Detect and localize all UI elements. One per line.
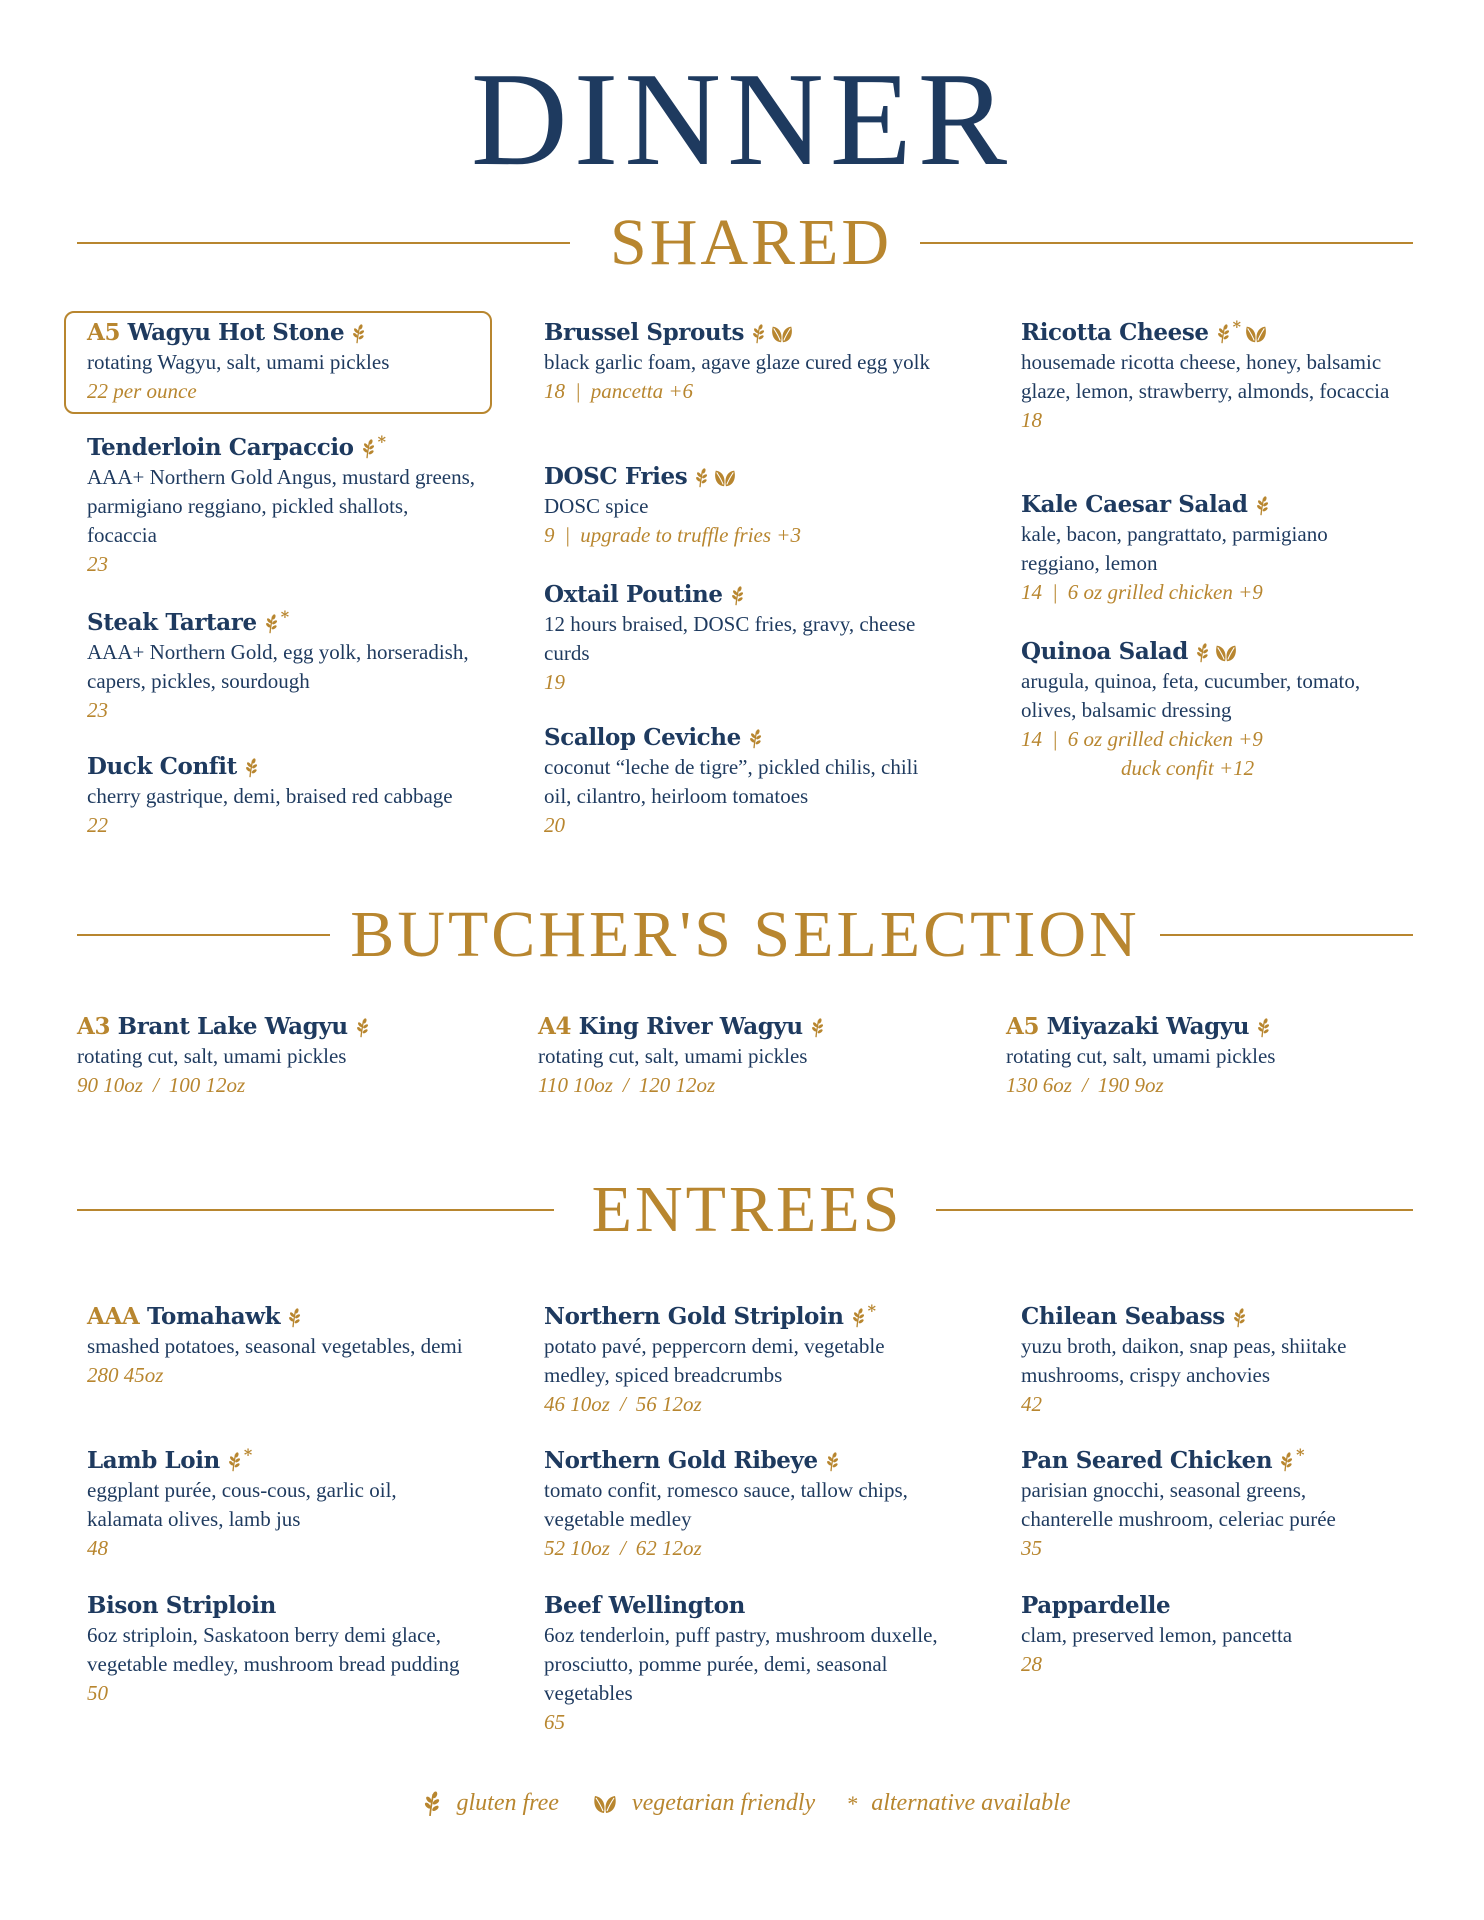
item-price-line	[544, 521, 944, 550]
wheat-icon	[821, 1452, 841, 1472]
wheat-icon	[747, 324, 767, 344]
wheat-icon	[1212, 324, 1232, 344]
wheat-icon	[690, 468, 710, 488]
asterisk-icon: *	[1296, 1445, 1305, 1464]
item-description: potato pavé, peppercorn demi, vegetable medley, spiced breadcrumbs	[544, 1334, 885, 1387]
item-name	[1021, 1446, 1393, 1476]
leaf-icon	[1214, 641, 1238, 665]
item-grade: A5	[87, 319, 121, 346]
item-name	[538, 1012, 938, 1042]
item-price: 9	[544, 523, 555, 547]
item-price: 14	[1021, 727, 1042, 751]
item-name	[544, 1446, 944, 1476]
price-separator: /	[619, 1392, 626, 1416]
wheat-icon	[417, 1791, 443, 1817]
item-price: 19	[544, 670, 565, 694]
item-addon-line	[1021, 754, 1393, 783]
wheat-icon	[806, 1018, 826, 1038]
item-price: 48	[87, 1536, 108, 1560]
price-separator: |	[1052, 727, 1058, 751]
item-price-line	[1021, 1390, 1393, 1419]
item-price-line	[87, 1534, 477, 1563]
item-title: Northern Gold Ribeye	[544, 1447, 818, 1474]
item-description: eggplant purée, cous-cous, garlic oil, kalamata olives, lamb jus	[87, 1478, 397, 1531]
item-price-line	[1021, 578, 1393, 607]
item-name	[1021, 490, 1393, 520]
section-title: ENTREES	[591, 1173, 903, 1246]
menu-item	[1021, 637, 1393, 783]
item-name	[87, 752, 477, 782]
menu-title: DINNER	[470, 45, 1014, 193]
item-title: Bison Striploin	[87, 1592, 276, 1619]
item-description: parisian gnocchi, seasonal greens, chanterelle mushroom, celeriac purée	[1021, 1478, 1336, 1531]
item-price-line	[77, 1071, 477, 1100]
asterisk-icon: *	[867, 1301, 876, 1320]
item-title: Scallop Ceviche	[544, 724, 741, 751]
item-price-line	[544, 377, 944, 406]
item-description: housemade ricotta cheese, honey, balsamic glaze, lemon, strawberry, almonds, focaccia	[1021, 350, 1390, 403]
legend-gluten-free	[414, 1790, 559, 1817]
menu-item	[87, 1446, 477, 1563]
section-header-shared	[77, 203, 1413, 283]
item-price: 18	[544, 379, 565, 403]
item-title: Tenderloin Carpaccio	[87, 434, 354, 461]
asterisk-icon: *	[1232, 317, 1241, 336]
menu-item	[1021, 490, 1393, 607]
asterisk-icon: *	[243, 1445, 252, 1464]
item-name	[77, 1012, 477, 1042]
item-title: Quinoa Salad	[1021, 638, 1188, 665]
item-price-alt: 120 12oz	[638, 1073, 716, 1097]
item-grade: A4	[538, 1013, 572, 1040]
item-name	[87, 318, 477, 348]
item-description: rotating cut, salt, umami pickles	[538, 1044, 808, 1068]
item-title: King River Wagyu	[578, 1013, 803, 1040]
legend-label: vegetarian friendly	[631, 1790, 816, 1816]
menu-item	[544, 723, 944, 840]
divider	[77, 1209, 554, 1211]
menu-item	[538, 1012, 938, 1100]
item-description: 6oz tenderloin, puff pastry, mushroom duxelle, prosciutto, pomme purée, demi, seasonal vegetables	[544, 1623, 938, 1705]
item-price-line	[544, 1390, 944, 1419]
item-title: Pan Seared Chicken	[1021, 1447, 1273, 1474]
item-price: 46 10oz	[544, 1392, 610, 1416]
legend-label: gluten free	[456, 1790, 559, 1816]
divider	[936, 1209, 1413, 1211]
item-price-line	[1021, 1534, 1393, 1563]
item-description: 12 hours braised, DOSC fries, gravy, cheese curds	[544, 612, 916, 665]
item-name	[544, 462, 944, 492]
wheat-icon	[1251, 496, 1271, 516]
item-price-line	[1021, 725, 1393, 754]
item-grade: A5	[1006, 1013, 1040, 1040]
item-addon: upgrade to truffle fries +3	[580, 523, 801, 547]
item-price: 22 per ounce	[87, 379, 197, 403]
item-description: AAA+ Northern Gold, egg yolk, horseradish, capers, pickles, sourdough	[87, 640, 469, 693]
wheat-icon	[1191, 643, 1211, 663]
item-title: DOSC Fries	[544, 463, 688, 490]
item-description: arugula, quinoa, feta, cucumber, tomato, olives, balsamic dressing	[1021, 669, 1361, 722]
item-price-line	[544, 1708, 944, 1737]
item-addon: pancetta +6	[590, 379, 694, 403]
item-title: Beef Wellington	[544, 1592, 745, 1619]
section-title: SHARED	[609, 206, 893, 279]
item-description: tomato confit, romesco sauce, tallow chips, vegetable medley	[544, 1478, 908, 1531]
item-description: AAA+ Northern Gold Angus, mustard greens, parmigiano reggiano, pickled shallots, focaccia	[87, 465, 476, 547]
section-header-entrees	[77, 1170, 1413, 1250]
item-price: 18	[1021, 408, 1042, 432]
item-price-line	[1021, 1650, 1393, 1679]
item-title: Lamb Loin	[87, 1447, 220, 1474]
item-title: Northern Gold Striploin	[544, 1303, 844, 1330]
menu-item	[1021, 1302, 1393, 1419]
item-name	[1021, 637, 1393, 667]
item-price-line	[1021, 406, 1393, 435]
item-name	[1021, 1591, 1393, 1621]
item-addon: 6 oz grilled chicken +9	[1067, 727, 1263, 751]
wheat-icon	[1252, 1018, 1272, 1038]
item-name	[87, 1446, 477, 1476]
item-price: 52 10oz	[544, 1536, 610, 1560]
wheat-icon	[847, 1308, 867, 1328]
menu-item	[87, 433, 477, 579]
legend	[0, 1790, 1484, 1817]
leaf-icon	[592, 1791, 618, 1817]
menu-item	[544, 318, 944, 406]
item-title: Brant Lake Wagyu	[117, 1013, 348, 1040]
menu-item	[1006, 1012, 1406, 1100]
item-price: 35	[1021, 1536, 1042, 1560]
item-grade: AAA	[87, 1303, 140, 1330]
item-price-line	[538, 1071, 938, 1100]
item-name	[544, 580, 944, 610]
menu-item	[544, 1302, 944, 1419]
wheat-icon	[347, 324, 367, 344]
item-description: cherry gastrique, demi, braised red cabbage	[87, 784, 453, 808]
item-price-line	[87, 696, 477, 725]
item-name	[544, 723, 944, 753]
price-separator: |	[1052, 580, 1058, 604]
item-name	[87, 608, 477, 638]
item-price-alt: 190 9oz	[1097, 1073, 1164, 1097]
item-addon: 6 oz grilled chicken +9	[1067, 580, 1263, 604]
item-price: 110 10oz	[538, 1073, 613, 1097]
item-title: Miyazaki Wagyu	[1046, 1013, 1250, 1040]
item-price-line	[87, 811, 477, 840]
divider	[77, 242, 570, 244]
asterisk-icon: *	[377, 432, 386, 451]
wheat-icon	[240, 758, 260, 778]
item-price: 42	[1021, 1392, 1042, 1416]
item-title: Brussel Sprouts	[544, 319, 745, 346]
item-name	[87, 433, 477, 463]
item-title: Wagyu Hot Stone	[127, 319, 345, 346]
wheat-icon	[1275, 1452, 1295, 1472]
menu-item	[77, 1012, 477, 1100]
wheat-icon	[223, 1452, 243, 1472]
legend-alternative	[845, 1790, 1070, 1817]
item-title: Steak Tartare	[87, 609, 257, 636]
item-name	[87, 1591, 477, 1621]
section-title: BUTCHER'S SELECTION	[350, 898, 1140, 971]
price-separator: /	[152, 1073, 159, 1097]
item-description: kale, bacon, pangrattato, parmigiano reggiano, lemon	[1021, 522, 1328, 575]
item-name	[544, 1302, 944, 1332]
item-price: 90 10oz	[77, 1073, 143, 1097]
divider	[77, 934, 330, 936]
leaf-icon	[713, 466, 737, 490]
item-price: 65	[544, 1710, 565, 1734]
item-price: 130 6oz	[1006, 1073, 1072, 1097]
item-price-line	[544, 811, 944, 840]
item-price: 28	[1021, 1652, 1042, 1676]
menu-item	[1021, 1591, 1393, 1679]
item-title: Oxtail Poutine	[544, 581, 723, 608]
price-separator: /	[619, 1536, 626, 1560]
menu-item	[1021, 1446, 1393, 1563]
menu-item	[544, 462, 944, 550]
price-separator: |	[564, 523, 571, 547]
item-name	[87, 1302, 477, 1332]
asterisk-icon: *	[846, 1790, 858, 1816]
item-title: Chilean Seabass	[1021, 1303, 1225, 1330]
wheat-icon	[744, 729, 764, 749]
item-name	[544, 1591, 944, 1621]
item-name	[544, 318, 944, 348]
item-price: 22	[87, 813, 108, 837]
item-title: Tomahawk	[146, 1303, 281, 1330]
item-title: Duck Confit	[87, 753, 237, 780]
item-title: Pappardelle	[1021, 1592, 1171, 1619]
item-price-line	[544, 668, 944, 697]
item-price: 20	[544, 813, 565, 837]
item-description: black garlic foam, agave glaze cured egg yolk	[544, 350, 930, 374]
price-separator: /	[1081, 1073, 1088, 1097]
asterisk-icon: *	[280, 607, 289, 626]
item-name	[1006, 1012, 1406, 1042]
wheat-icon	[283, 1308, 303, 1328]
price-separator: /	[622, 1073, 629, 1097]
item-price-alt: 100 12oz	[168, 1073, 246, 1097]
menu-item	[87, 1302, 477, 1390]
item-description: DOSC spice	[544, 494, 649, 518]
menu-item	[87, 752, 477, 840]
item-price: 23	[87, 698, 108, 722]
divider	[1160, 934, 1413, 936]
legend-label: alternative available	[871, 1790, 1071, 1816]
leaf-icon	[770, 322, 794, 346]
item-price: 23	[87, 552, 108, 576]
leaf-icon	[1244, 322, 1268, 346]
item-description: rotating cut, salt, umami pickles	[1006, 1044, 1276, 1068]
item-price-line	[87, 1361, 477, 1390]
menu-item	[544, 1591, 944, 1737]
wheat-icon	[357, 439, 377, 459]
item-description: coconut “leche de tigre”, pickled chilis, chili oil, cilantro, heirloom tomatoes	[544, 755, 919, 808]
item-price-line	[544, 1534, 944, 1563]
menu-item	[544, 580, 944, 697]
item-price-alt: 56 12oz	[635, 1392, 702, 1416]
menu-item	[87, 318, 477, 406]
divider	[920, 242, 1413, 244]
menu-item	[87, 608, 477, 725]
item-grade: A3	[77, 1013, 111, 1040]
item-price-line	[1006, 1071, 1406, 1100]
item-description: yuzu broth, daikon, snap peas, shiitake mushrooms, crispy anchovies	[1021, 1334, 1347, 1387]
item-description: smashed potatoes, seasonal vegetables, demi	[87, 1334, 463, 1358]
wheat-icon	[1228, 1308, 1248, 1328]
section-header-butchers	[77, 895, 1413, 975]
item-description: rotating Wagyu, salt, umami pickles	[87, 350, 390, 374]
item-price: 50	[87, 1681, 108, 1705]
item-title: Kale Caesar Salad	[1021, 491, 1248, 518]
item-description: 6oz striploin, Saskatoon berry demi glace, vegetable medley, mushroom bread pudding	[87, 1623, 460, 1676]
item-price: 14	[1021, 580, 1042, 604]
wheat-icon	[726, 586, 746, 606]
item-addon: duck confit +12	[1121, 756, 1255, 780]
item-price-line	[87, 550, 477, 579]
item-price-line	[87, 1679, 477, 1708]
item-name	[1021, 1302, 1393, 1332]
item-name	[1021, 318, 1393, 348]
menu-item	[544, 1446, 944, 1563]
item-price: 280 45oz	[87, 1363, 164, 1387]
item-price-line	[87, 377, 477, 406]
menu-item	[1021, 318, 1393, 435]
wheat-icon	[260, 614, 280, 634]
price-separator: |	[575, 379, 581, 403]
item-description: clam, preserved lemon, pancetta	[1021, 1623, 1293, 1647]
item-price-alt: 62 12oz	[635, 1536, 702, 1560]
wheat-icon	[351, 1018, 371, 1038]
item-title: Ricotta Cheese	[1021, 319, 1209, 346]
menu-item	[87, 1591, 477, 1708]
legend-vegetarian	[589, 1790, 815, 1817]
item-description: rotating cut, salt, umami pickles	[77, 1044, 347, 1068]
